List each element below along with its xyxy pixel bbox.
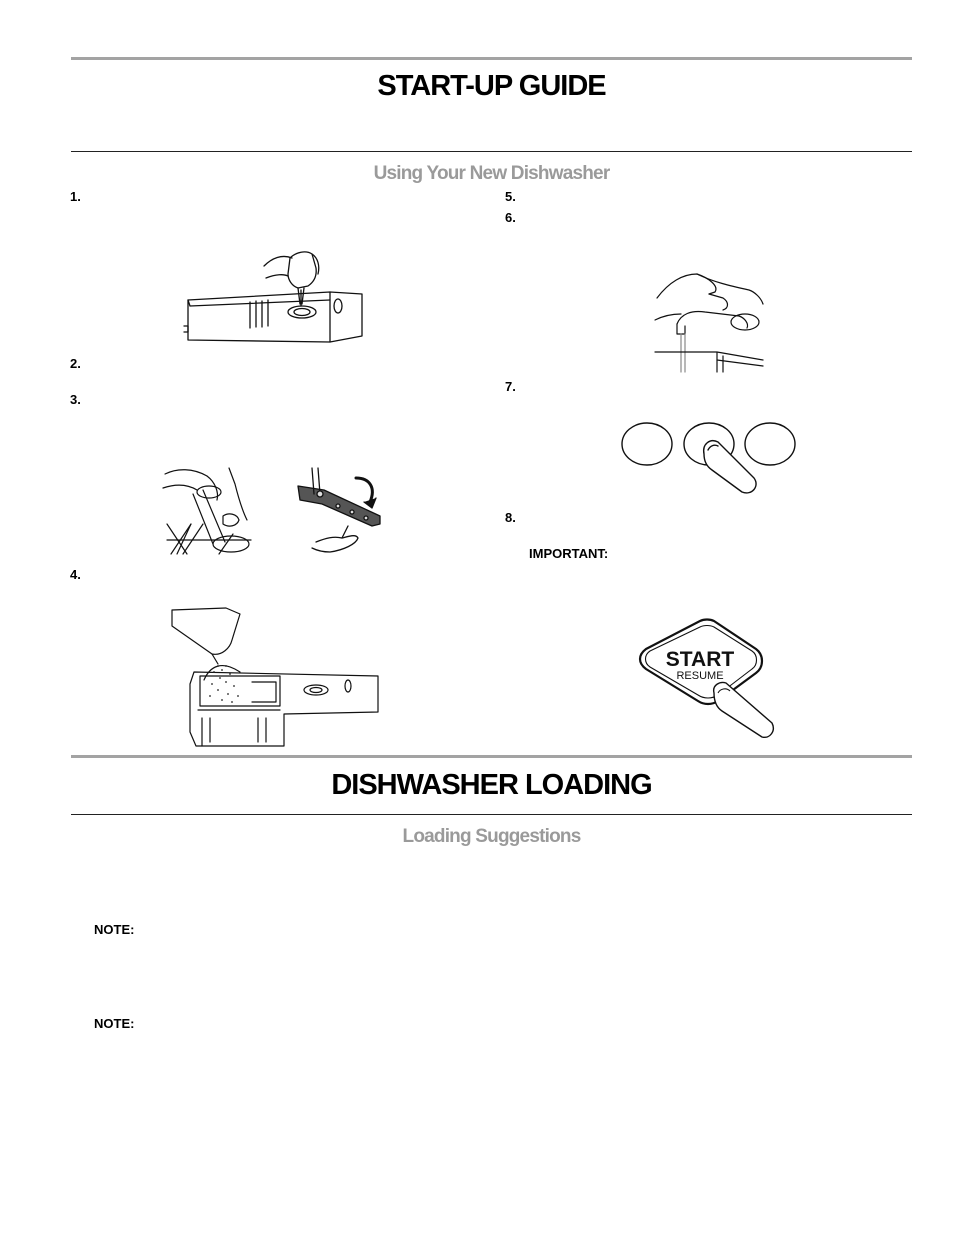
- step-number-3: 3.: [70, 392, 81, 407]
- startup-subtitle-rule: [71, 151, 912, 152]
- step-number-5: 5.: [505, 189, 516, 204]
- startup-guide-subtitle: Using Your New Dishwasher: [373, 163, 610, 184]
- start-resume-button-icon: [638, 619, 778, 741]
- step-number-6: 6.: [505, 210, 516, 225]
- detergent-pour-icon: [170, 606, 382, 748]
- loading-section-rule: [71, 755, 912, 758]
- faucet-hand-icon: [653, 268, 765, 372]
- step-number-8: 8.: [505, 510, 516, 525]
- note-label-1: NOTE:: [94, 922, 135, 937]
- resume-label: RESUME: [676, 670, 724, 682]
- step-number-7: 7.: [505, 379, 516, 394]
- important-label: IMPORTANT:: [529, 546, 609, 561]
- note-label-2: NOTE:: [94, 1016, 135, 1031]
- spray-arm-icon: [296, 464, 386, 558]
- top-section-rule: [71, 57, 912, 60]
- startup-guide-title: START-UP GUIDE: [377, 70, 606, 102]
- loading-suggestions-subtitle: Loading Suggestions: [402, 826, 581, 847]
- step-number-1: 1.: [70, 189, 81, 204]
- step-number-4: 4.: [70, 567, 81, 582]
- loading-subtitle-rule: [71, 814, 912, 815]
- cycle-button-press-icon: [620, 420, 798, 500]
- rack-removal-icon: [163, 464, 253, 556]
- step-number-2: 2.: [70, 356, 81, 371]
- dishwasher-loading-title: DISHWASHER LOADING: [331, 769, 652, 801]
- detergent-dispenser-icon: [180, 248, 370, 348]
- start-label: START: [665, 648, 735, 671]
